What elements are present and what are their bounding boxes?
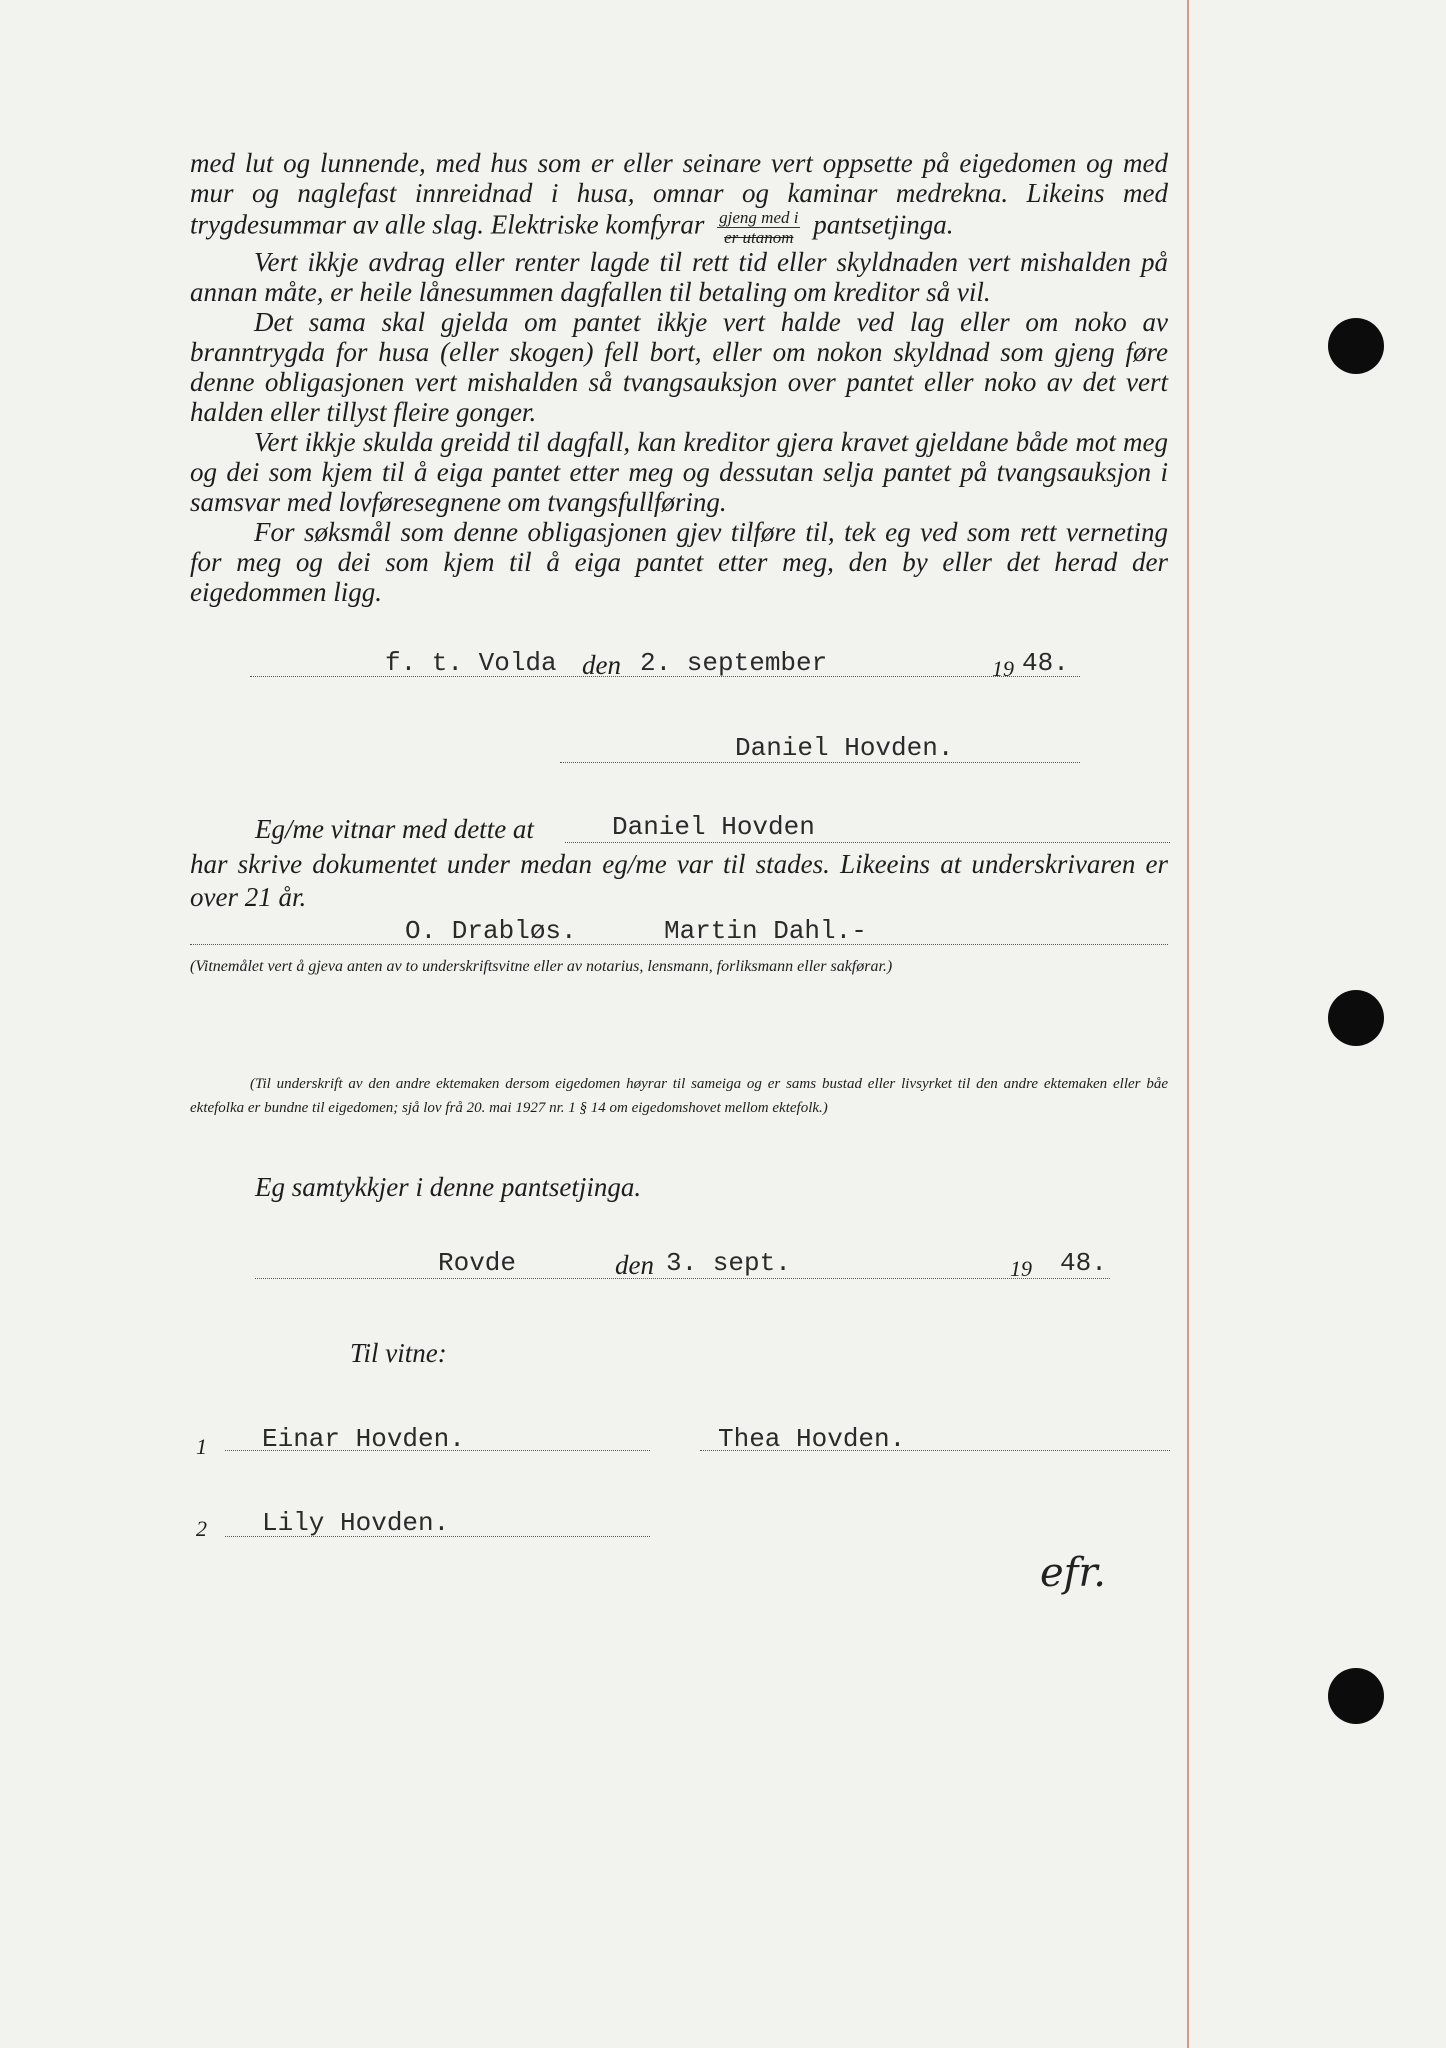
consent-witness-b: Thea Hovden. [718,1424,906,1454]
witness-note: (Vitnemålet vert å gjeva anten av to underskriftsvitne eller av notarius, lensmann, forliksmann eller sakførar.) [190,958,893,975]
til-vitne-label: Til vitne: [350,1338,447,1368]
consent-date-line [255,1278,1110,1279]
body-text [190,148,1168,607]
consent-year-prefix: 19 [1010,1256,1032,1281]
paragraph-1: med lut og lunnende, med hus som er eller seinare vert oppsette på eigedomen og med mur og naglefast innreidnad i husa, omnar og kaminar medrekna. Likeins med trygdesummar av alle slag. Elektriske komfyrar gjeng med i er utanom pantsetjinga. [190,148,1168,247]
witness-1: O. Drabløs. [405,916,577,946]
consent-year-suffix: 48. [1060,1248,1107,1278]
signing-date: 2. september [640,648,828,678]
signing-place: f. t. Volda [385,648,557,678]
witness-subject-name: Daniel Hovden [612,812,815,842]
consent-place: Rovde [438,1248,517,1278]
consent-witness-c: Lily Hovden. [262,1508,450,1538]
signer-name: Daniel Hovden. [735,733,954,763]
punch-hole [1328,318,1384,374]
consent-den-label: den [615,1250,654,1280]
row-number-1: 1 [196,1434,207,1459]
witness-prefix: Eg/me vitnar med dette at [255,814,534,844]
handwritten-initials: efr. [1040,1550,1106,1596]
den-label: den [582,650,621,680]
margin-rule [1187,0,1189,2048]
paragraph-5: For søksmål som denne obligasjonen gjev tilføre til, tek eg ved som rett verneting for meg og dei som kjem til å eiga pantet etter meg, den by eller det herad der eigedommen ligg. [190,517,1168,607]
year-suffix: 48. [1022,648,1069,678]
witness-line-2: har skrive dokumentet under medan eg/me var til stades. Likeeins at underskrivaren er over 21 år. [190,849,1168,912]
year-prefix: 19 [992,656,1014,681]
komfyr-options: gjeng med i er utanom [719,208,799,247]
paragraph-4: Vert ikkje skulda greidd til dagfall, kan kreditor gjera kravet gjeldane både mot meg og dei som kjem til å eiga pantet etter meg og dessutan selja pantet på tvangsauksjon i samsvar med lovføresegnene om tvangsfullføring. [190,427,1168,517]
spouse-note: (Til underskrift av den andre ektemaken dersom eigedomen høyrar til sameiga og er sams bustad eller livsyrket til den andre ektemaken eller båe ektefolka er bundne til eigedomen; sjå lov frå 20. mai 1927 nr. 1 § 14 om eigedomshovet mellom ektefolk.) [190,1076,1168,1116]
witness-2: Martin Dahl.- [664,916,867,946]
paragraph-3: Det sama skal gjelda om pantet ikkje vert halde ved lag eller om noko av branntrygda for husa (eller skogen) fell bort, eller om nokon skyldnad som gjeng føre denne obligasjonen vert mishalden så tvangsauksjon over pantet eller noko av det vert halden eller tillyst fleire gonger. [190,307,1168,427]
punch-hole [1328,990,1384,1046]
consent-text: Eg samtykkjer i denne pantsetjinga. [255,1172,642,1202]
consent-witness-a: Einar Hovden. [262,1424,465,1454]
consent-date: 3. sept. [666,1248,791,1278]
paragraph-2: Vert ikkje avdrag eller renter lagde til rett tid eller skyldnaden vert mishalden på annan måte, er heile lånesummen dagfallen til betaling om kreditor så vil. [190,247,1168,307]
punch-hole [1328,1668,1384,1724]
row-number-2: 2 [196,1516,207,1541]
witness-name-line [565,842,1170,843]
